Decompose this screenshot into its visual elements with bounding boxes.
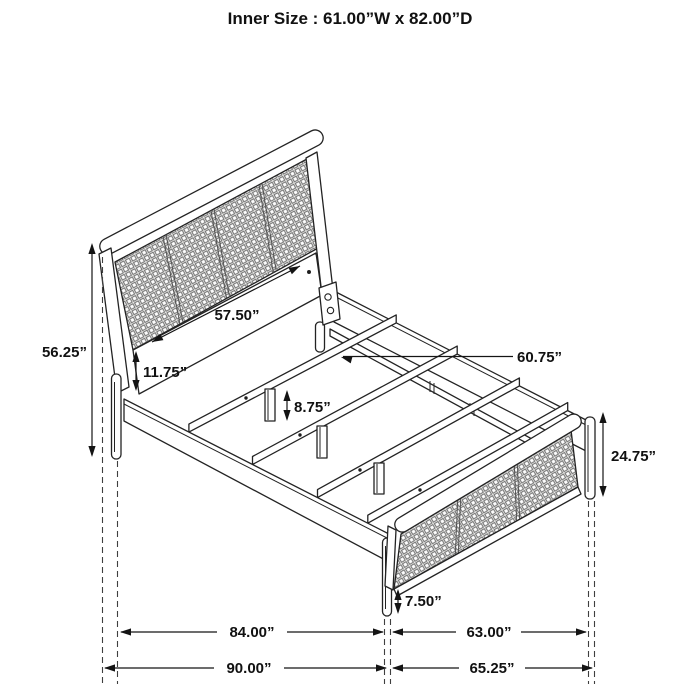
dim-overall-length: 90.00” [226,660,272,677]
dim-footboard-width: 63.00” [466,624,512,641]
slat-2 [253,346,458,464]
dim-inner-length: 84.00” [229,624,275,641]
dim-footboard-height: 24.75” [611,448,657,465]
dim-footboard-clearance: 7.50” [405,593,442,610]
headboard-left-leg [112,374,122,459]
support-leg-3 [374,463,384,494]
dim-headboard-panel-width: 57.50” [214,307,260,324]
support-leg-1 [265,389,275,421]
dim-slat-length: 60.75” [517,349,563,366]
dim-headboard-height: 56.25” [41,344,87,361]
dim-center-leg-height: 8.75” [294,399,331,416]
footboard-far-leg [585,417,595,499]
dim-rail-height: 11.75” [143,364,188,381]
dim-overall-width: 65.25” [469,660,515,677]
rail-bracket [319,282,340,325]
page-title: Inner Size : 61.00”W x 82.00”D [227,9,473,28]
support-leg-2 [317,426,327,458]
headboard-right-leg [316,322,325,352]
